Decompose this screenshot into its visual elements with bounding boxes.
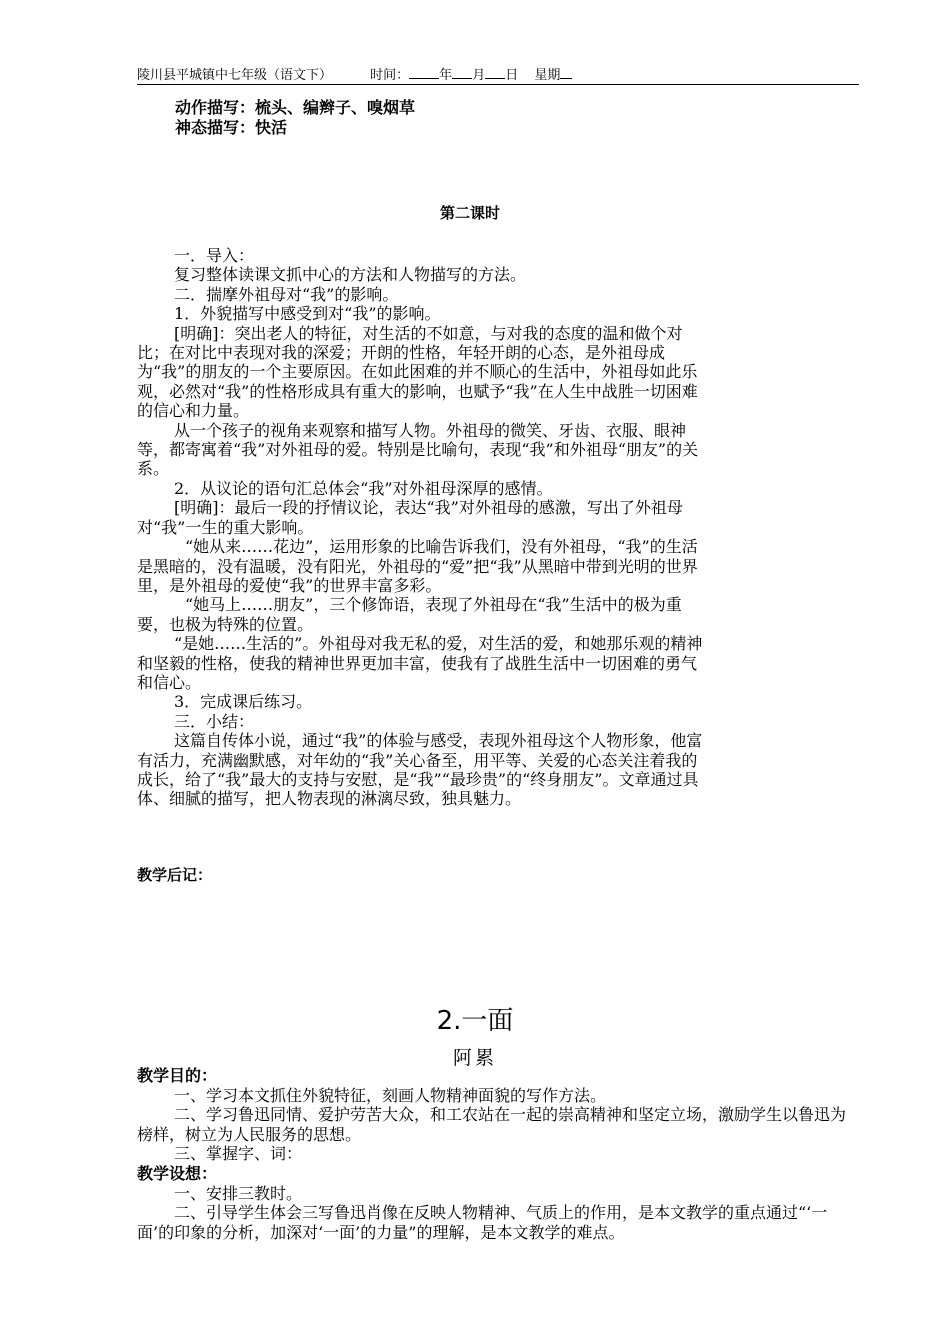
month-blank: [452, 66, 472, 79]
lesson2-paragraph: 这篇自传体小说，通过“我”的体验与感受，表现外祖母这个人物形象，他富有活力，充满幽默感，对年幼的“我”关心备至，用平等、关爱的心态关注着我的成长，给了“我”最大的支持与安慰，是“我”“最珍贵”的“终身朋友”。文章通过具体、细腻的描写，把人物表现的淋漓尽致，独具魅力。: [137, 731, 703, 809]
day-blank: [485, 66, 505, 79]
header-time-label: 时间：: [370, 68, 410, 83]
header-school: 陵川县平城镇中七年级（语文下）: [137, 68, 333, 83]
lesson2-paragraph: 三．小结：: [174, 711, 255, 731]
objectives-label: 教学目的：: [137, 1066, 218, 1085]
objective-item: 二、学习鲁迅同情、爱护劳苦大众，和工农站在一起的崇高精神和坚定立场，激励学生以鲁迅为榜样，树立为人民服务的思想。: [137, 1105, 847, 1144]
article-title: 2.一面: [436, 1006, 514, 1036]
objective-item: 三、掌握字、词：: [174, 1144, 303, 1164]
lesson2-paragraph: 2．从议论的语句汇总体会“我”对外祖母深厚的感情。: [174, 478, 553, 498]
lesson2-paragraph: 从一个孩子的视角来观察和描写人物。外祖母的微笑、牙齿、衣服、眼神等，都寄寓着“我”对外祖母的爱。特别是比喻句，表现“我”和外祖母“朋友”的关系。: [137, 420, 699, 479]
lesson2-paragraph: [明确]：最后一段的抒情议论，表达“我”对外祖母的感激，写出了外祖母对“我”一生的重大影响。: [137, 498, 683, 537]
header-weekday: 星期: [534, 68, 561, 83]
design-label: 教学设想：: [137, 1163, 218, 1183]
lesson2-paragraph: 3．完成课后练习。: [174, 692, 313, 712]
lesson2-paragraph: 一．导入：: [174, 246, 255, 265]
objective-item: 一、学习本文抓住外貌特征，刻画人物精神面貌的写作方法。: [174, 1085, 607, 1105]
year-blank: [409, 66, 439, 79]
page-header: [137, 66, 859, 85]
design-list: [137, 1184, 860, 1243]
action-description: 动作描写：梳头、编辫子、嗅烟草: [175, 98, 416, 117]
expression-description: 神态描写：快活: [175, 118, 288, 137]
lesson2-paragraph: 复习整体读课文抓中心的方法和人物描写的方法。: [174, 265, 527, 285]
teaching-afternote-label: 教学后记：: [137, 866, 213, 884]
lesson2-paragraph: “她马上……朋友”，三个修饰语，表现了外祖母在“我”生活中的极为重要，也极为特殊的位置。: [137, 595, 682, 634]
lesson2-paragraph: [明确]：突出老人的特征，对生活的不如意，与对我的态度的温和做个对比；在对比中表现对我的深爱；开朗的性格，年轻开朗的心态，是外祖母成为“我”的朋友的一个主要原因。在如此困难的并不顺心的生活中，外祖母如此乐观，必然对“我”的性格形成具有重大的影响，也赋予“我”在人生中战胜一切困难的信心和力量。: [137, 323, 698, 421]
article-author: 阿累: [452, 1047, 497, 1069]
lesson2-paragraph: “她从来……花边”，运用形象的比喻告诉我们，没有外祖母，“我”的生活是黑暗的，没有温暖，没有阳光，外祖母的“爱”把“我”从黑暗中带到光明的世界里，是外祖母的爱使“我”的世界丰富多彩。: [137, 537, 698, 595]
lesson2-body: [137, 246, 705, 809]
header-day: 日: [505, 68, 519, 83]
header-year: 年: [439, 68, 453, 83]
design-item: 二、引导学生体会三写鲁迅肖像在反映人物精神、气质上的作用，是本文教学的重点通过“‘一面’的印象的分析，加深对‘一面’的力量”的理解，是本文教学的难点。: [137, 1203, 828, 1242]
description-notes: [175, 98, 415, 138]
teaching-plan: [137, 1066, 860, 1242]
lesson2-paragraph: 二．揣摩外祖母对“我”的影响。: [174, 284, 399, 304]
lesson2-title: 第二课时: [440, 204, 501, 222]
lesson2-paragraph: 1．外貌描写中感受到对“我”的影响。: [174, 304, 441, 324]
weekday-blank: [560, 66, 572, 79]
objectives-list: [137, 1086, 860, 1164]
design-item: 一、安排三教时。: [174, 1183, 303, 1203]
lesson2-paragraph: “是她……生活的”。外祖母对我无私的爱，对生活的爱，和她那乐观的精神和坚毅的性格，使我的精神世界更加丰富，使我有了战胜生活中一切困难的勇气和信心。: [137, 634, 703, 692]
header-month: 月: [472, 68, 486, 83]
